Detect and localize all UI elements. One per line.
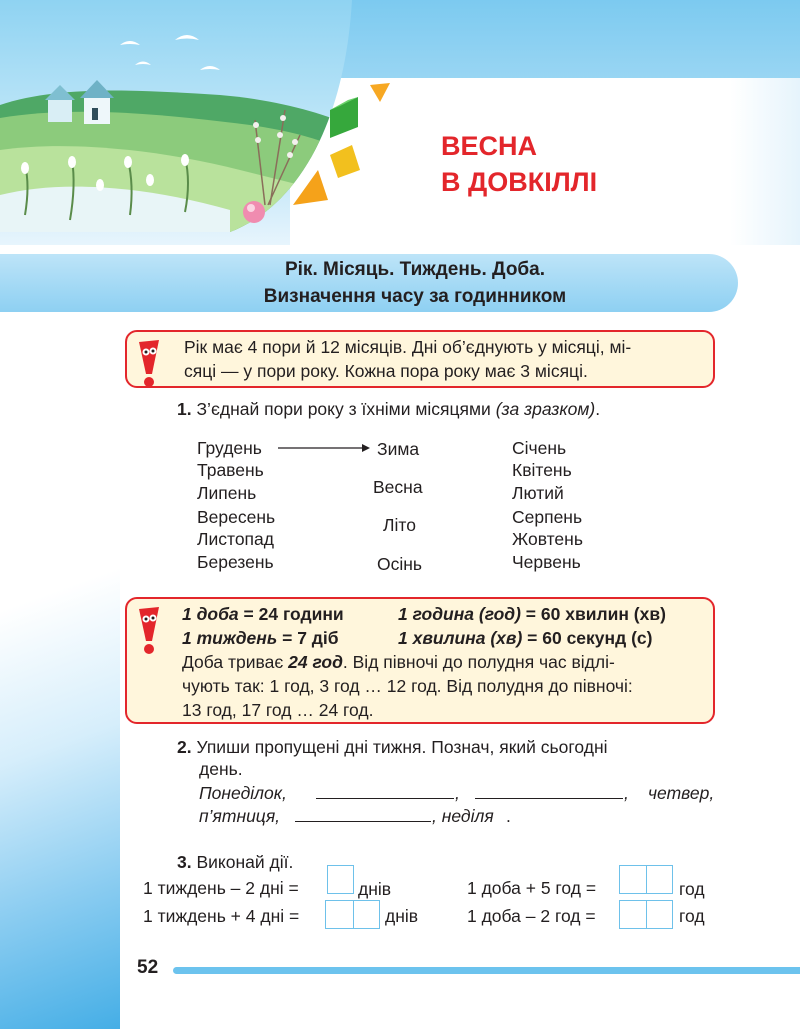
right-month-3[interactable]: Лютий	[512, 483, 564, 503]
left-month-2[interactable]: Травень	[197, 460, 264, 480]
val-day: = 24 години	[238, 604, 344, 624]
page-footer-line	[173, 967, 800, 974]
term-minute: 1 хвилина (хв)	[398, 628, 523, 648]
exclamation-icon	[135, 338, 163, 390]
subtitle-line-1: Рік. Місяць. Тиждень. Доба.	[284, 259, 546, 280]
task2-day-1: Понеділок,	[199, 783, 287, 803]
info2-row2-left	[182, 626, 339, 650]
left-month-4[interactable]: Вересень	[197, 507, 276, 527]
right-month-2[interactable]: Квітень	[512, 460, 572, 480]
left-month-1[interactable]: Грудень	[197, 438, 262, 458]
term-hour: 1 година (год)	[398, 604, 521, 624]
info2-line-4: чують так: 1 год, 3 год … 12 год. Від полудня до півночі:	[182, 676, 633, 696]
task3-number: 3.	[177, 852, 192, 872]
expr-2: 1 тиждень + 4 дні =	[143, 906, 300, 926]
left-decor-gradient	[0, 560, 120, 1029]
spring-landscape-illustration	[0, 0, 400, 245]
info2-line-3	[182, 650, 615, 674]
info2-line-5: 13 год, 17 год … 24 год.	[182, 700, 374, 720]
task1-text: З’єднай пори року з їхніми місяцями	[196, 399, 491, 419]
expr-1: 1 тиждень – 2 дні =	[143, 878, 299, 898]
task2-comma-1: ,	[455, 783, 460, 803]
page-title	[441, 128, 597, 200]
info2-row1-right	[398, 602, 666, 626]
exclamation-icon	[135, 605, 163, 657]
term-day: 1 доба	[182, 604, 239, 624]
season-winter[interactable]: Зима	[377, 439, 420, 459]
right-month-6[interactable]: Червень	[512, 552, 581, 572]
answer-box-4[interactable]	[619, 900, 673, 929]
unit-2: днів	[385, 906, 419, 926]
task2-prompt-line-1	[177, 735, 608, 759]
day-blank-2[interactable]	[475, 783, 623, 799]
day-blank-1[interactable]	[316, 783, 454, 799]
unit-3: год	[679, 879, 705, 899]
task2-number: 2.	[177, 737, 192, 757]
left-month-6[interactable]: Березень	[197, 552, 274, 572]
answer-box-1[interactable]	[327, 865, 354, 894]
task1-number: 1.	[177, 399, 192, 419]
season-summer[interactable]: Літо	[383, 515, 416, 535]
task1-prompt	[177, 397, 600, 421]
task1-end: .	[595, 399, 601, 419]
lesson-subtitle	[150, 256, 680, 310]
l3-pre: Доба триває	[182, 652, 289, 672]
title-line-2: В ДОВКІЛЛІ	[441, 167, 598, 197]
val-minute: = 60 секунд (с)	[522, 628, 653, 648]
task2-day-friday: п’ятниця,	[199, 806, 281, 826]
val-hour: = 60 хвилин (хв)	[520, 604, 666, 624]
unit-1: днів	[358, 879, 392, 899]
task2-text: Упиши пропущені дні тижня. Познач, який сьогодні	[196, 737, 608, 757]
header-fade	[730, 78, 800, 245]
task2-prompt-line-2: день.	[199, 759, 243, 779]
task2-day-thursday: четвер,	[648, 783, 715, 803]
info1-line-2: сяці — у пори року. Кожна пора року має 3 місяці.	[184, 361, 588, 381]
val-week: = 7 діб	[277, 628, 339, 648]
l3-bold: 24 год	[288, 652, 343, 672]
page-number: 52	[137, 957, 159, 978]
right-month-5[interactable]: Жовтень	[512, 529, 583, 549]
title-line-1: ВЕСНА	[441, 131, 538, 161]
left-month-3[interactable]: Липень	[197, 483, 257, 503]
right-month-4[interactable]: Серпень	[512, 507, 583, 527]
l3-post: . Від півночі до полудня час відлі-	[342, 652, 615, 672]
info-box-time-units	[125, 597, 715, 724]
unit-4: год	[679, 906, 705, 926]
answer-box-3[interactable]	[619, 865, 673, 894]
day-blank-3[interactable]	[295, 806, 431, 822]
info1-line-1: Рік має 4 пори й 12 місяців. Дні об’єднують у місяці, мі-	[184, 337, 632, 357]
task3-text: Виконай дії.	[196, 852, 294, 872]
season-autumn[interactable]: Осінь	[377, 554, 423, 574]
task2-day-sunday: , неділя	[432, 806, 494, 826]
subtitle-line-2: Визначення часу за годинником	[263, 286, 567, 307]
answer-box-2[interactable]	[325, 900, 380, 929]
season-spring[interactable]: Весна	[373, 477, 423, 497]
expr-3: 1 доба + 5 год =	[467, 878, 597, 898]
left-month-5[interactable]: Листопад	[197, 529, 274, 549]
info2-row1-left	[182, 602, 344, 626]
term-week: 1 тиждень	[182, 628, 278, 648]
task2-period: .	[506, 806, 511, 826]
info2-row2-right	[398, 626, 652, 650]
task2-comma-2: ,	[624, 783, 629, 803]
right-month-1[interactable]: Січень	[512, 438, 567, 458]
example-arrow	[278, 441, 370, 455]
task1-hint: (за зразком)	[495, 399, 596, 419]
expr-4: 1 доба – 2 год =	[467, 906, 596, 926]
task3-prompt	[177, 850, 293, 874]
info-box-seasons	[125, 330, 715, 388]
